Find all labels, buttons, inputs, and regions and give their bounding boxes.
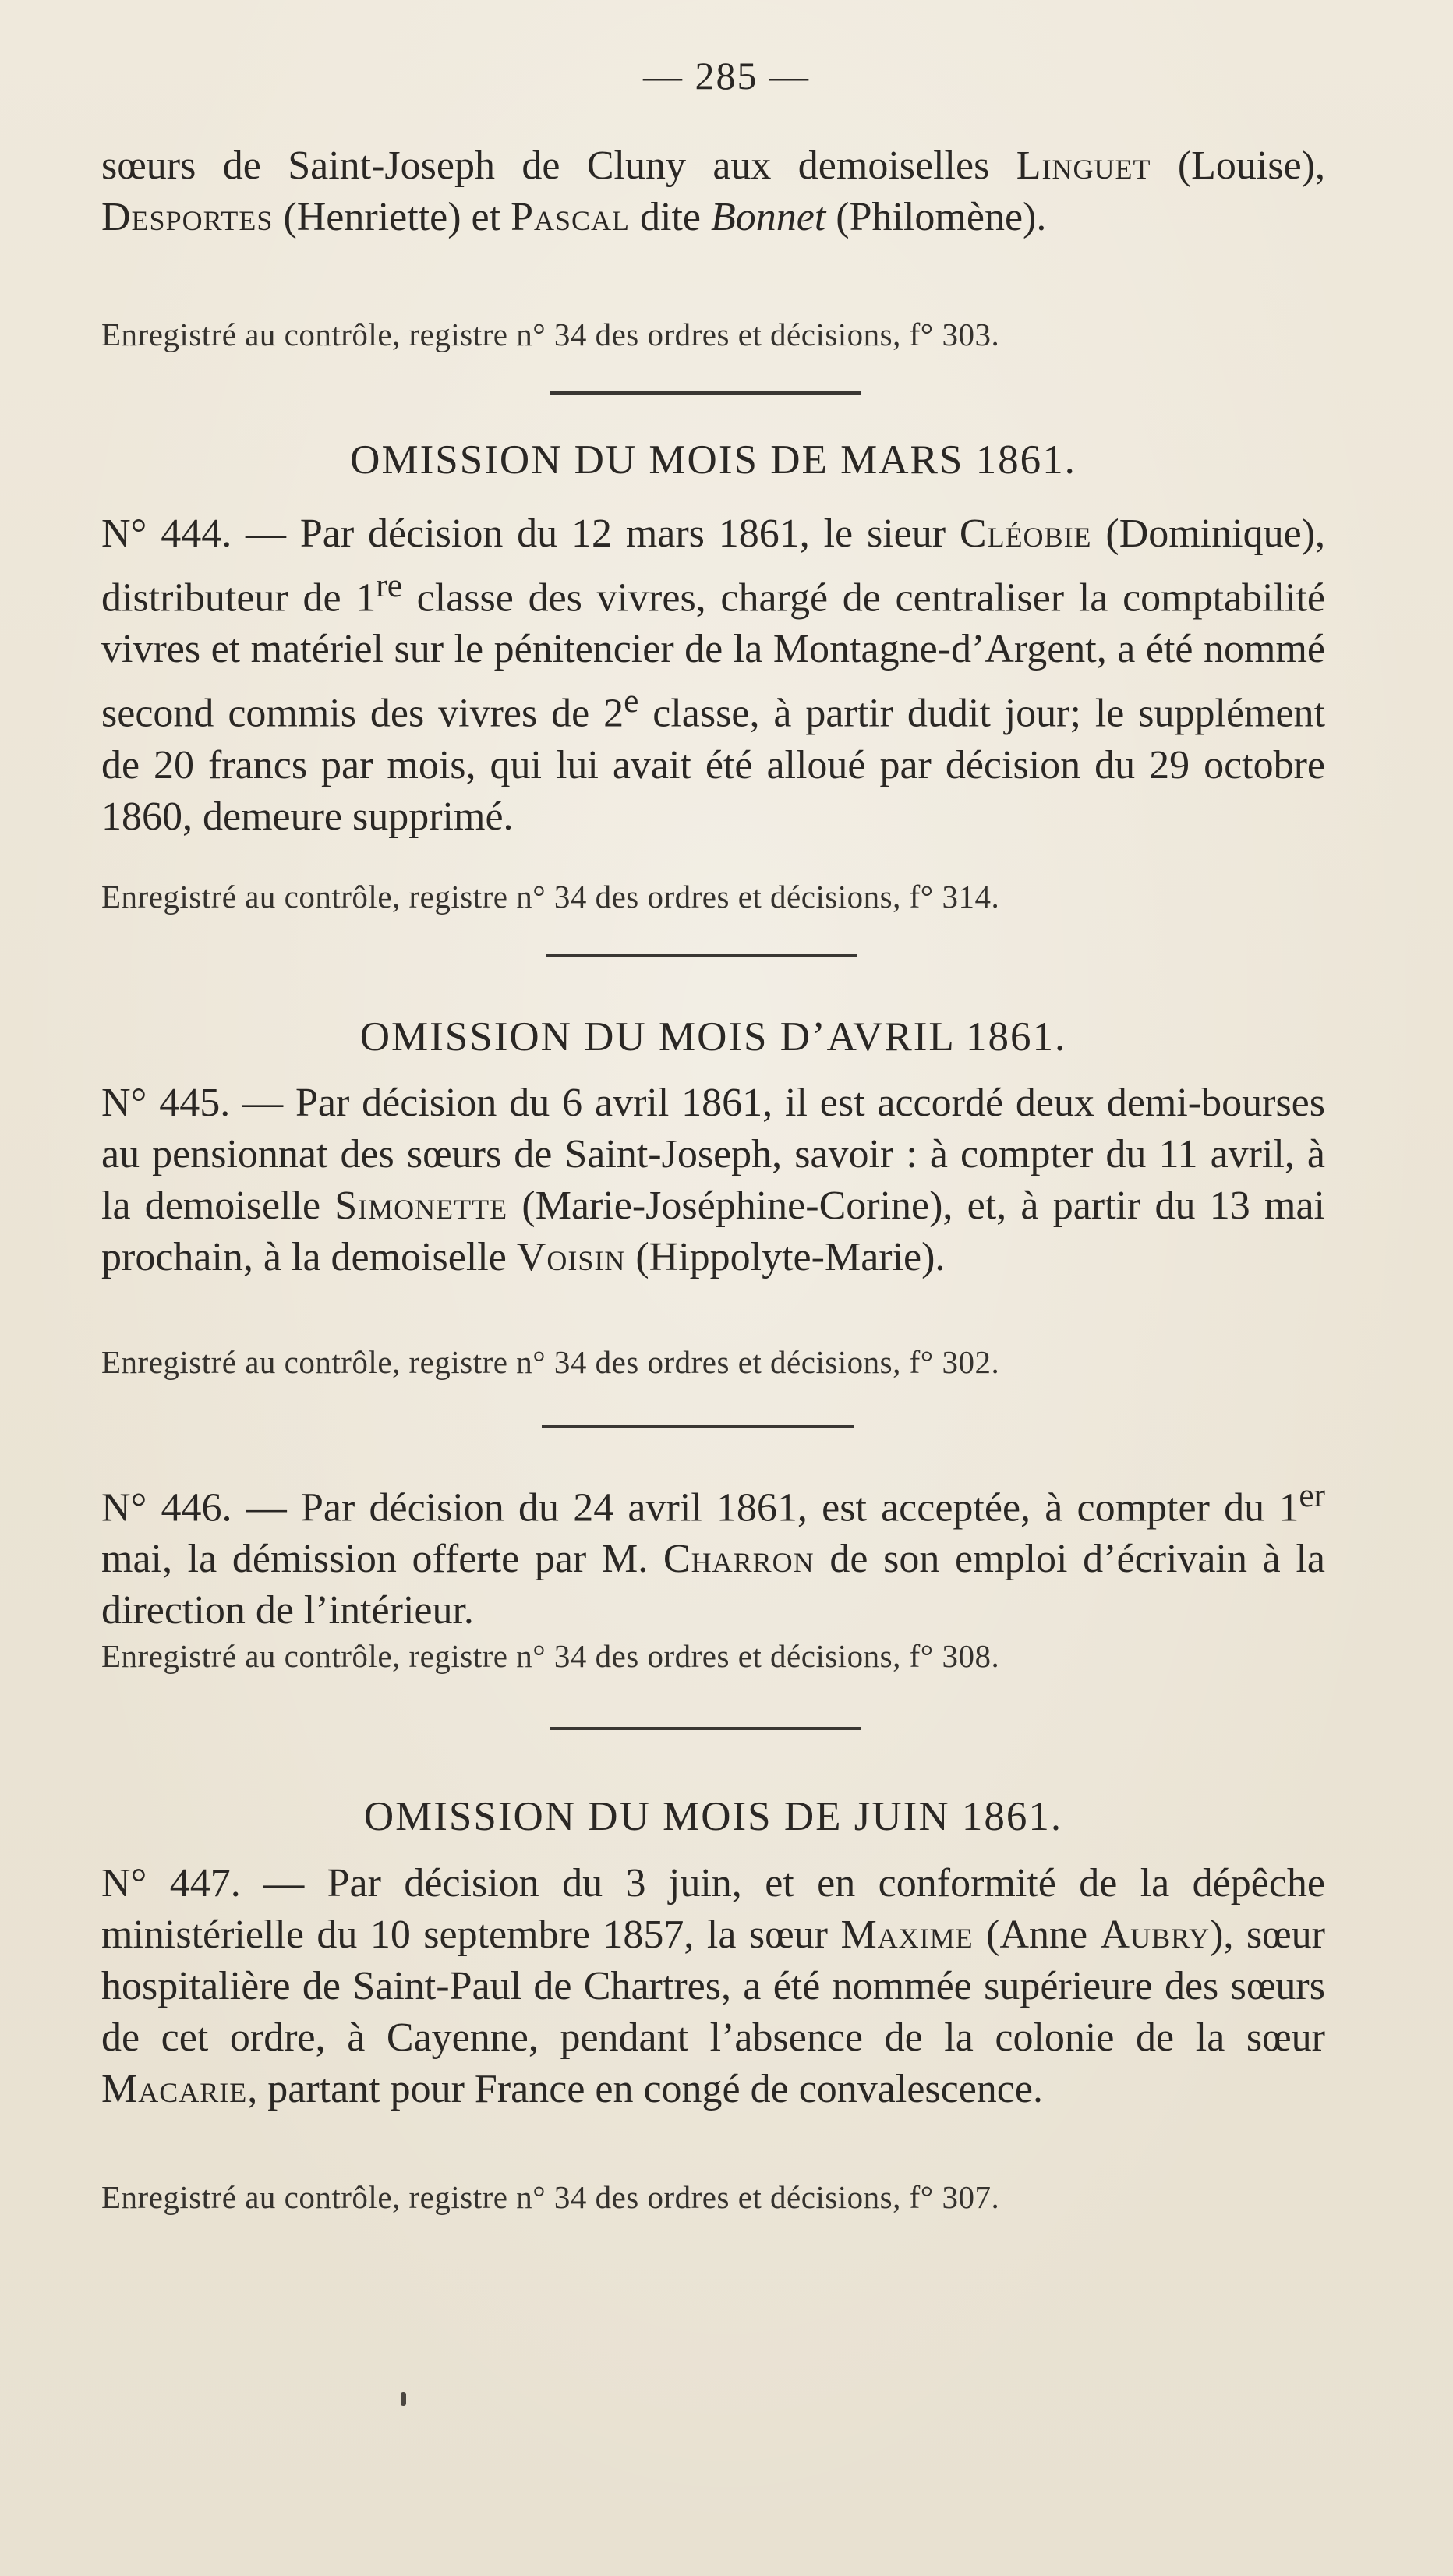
- entry-number: N° 446.: [101, 1485, 232, 1530]
- entry-445: N° 445. — Par décision du 6 avril 1861, il est accordé deux demi-bourses au pensionnat des sœurs de Saint-Joseph, savoir : à compter du 11 avril, à la demoiselle Simonette (Marie-Joséphine-Corine), et, à partir du 13 mai prochain, à la demoiselle Voisin (Hippolyte-Marie).: [101, 1081, 1325, 1279]
- entry-divider: [542, 1425, 854, 1428]
- registration-note: Enregistré au contrôle, registre n° 34 des ordres et décisions, f° 302.: [101, 1344, 1000, 1380]
- section-divider: [550, 391, 861, 395]
- registration-note: Enregistré au contrôle, registre n° 34 des ordres et décisions, f° 307.: [101, 2179, 1000, 2215]
- person-name: Cléobie: [959, 511, 1092, 556]
- section-divider: [546, 954, 857, 957]
- continuation-paragraph: sœurs de Saint-Joseph de Cluny aux demoiselles Linguet (Louise), Desportes (Henriette) et Pascal dite Bonnet (Philomène).: [101, 143, 1325, 239]
- registration-note: Enregistré au contrôle, registre n° 34 des ordres et décisions, f° 308.: [101, 1638, 1000, 1674]
- section-heading: OMISSION DU MOIS DE JUIN 1861.: [363, 1794, 1063, 1839]
- registration-note: Enregistré au contrôle, registre n° 34 des ordres et décisions, f° 314.: [101, 879, 1000, 915]
- person-name: Aubry: [1100, 1913, 1211, 1957]
- registration-note: Enregistré au contrôle, registre n° 34 des ordres et décisions, f° 303.: [101, 317, 1000, 352]
- section-divider: [550, 1727, 861, 1730]
- section-heading: OMISSION DU MOIS DE MARS 1861.: [350, 437, 1076, 483]
- entry-444: N° 444. — Par décision du 12 mars 1861, le sieur Cléobie (Dominique), distributeur de 1re classe des vivres, chargé de centraliser la comptabilité vivres et matériel sur le pénitencier de la Montagne-d’Argent, a été nommé second commis des vivres de 2e classe, à partir dudit jour; le supplément de 20 francs par mois, qui lui avait été alloué par décision du 29 octobre 1860, demeure supprimé.: [101, 511, 1326, 839]
- person-name: Pascal: [511, 195, 631, 239]
- person-name: Charron: [663, 1537, 815, 1582]
- entry-446: N° 446. — Par décision du 24 avril 1861, est acceptée, à compter du 1er mai, la démission offerte par M. Charron de son emploi d’écrivain à la direction de l’intérieur.: [101, 1477, 1325, 1633]
- entry-number: N° 447.: [101, 1861, 241, 1905]
- section-heading: OMISSION DU MOIS D’AVRIL 1861.: [359, 1014, 1067, 1060]
- entry-number: N° 445.: [101, 1081, 231, 1125]
- person-name: Linguet: [1016, 143, 1151, 188]
- person-name: Simonette: [334, 1184, 508, 1228]
- entry-447: N° 447. — Par décision du 3 juin, et en conformité de la dépêche ministérielle du 10 septembre 1857, la sœur Maxime (Anne Aubry), sœur hospitalière de Saint-Paul de Chartres, a été nommée supérieure des sœurs de cet ordre, à Cayenne, pendant l’absence de la colonie de la sœur Macarie, partant pour France en congé de convalescence.: [101, 1861, 1326, 2111]
- person-name: Desportes: [101, 195, 274, 239]
- person-name: Maxime: [840, 1913, 974, 1957]
- entry-number: N° 444.: [101, 511, 232, 556]
- person-name: Macarie: [101, 2067, 248, 2111]
- page-number: — 285 —: [643, 54, 810, 97]
- alias-name: Bonnet: [711, 195, 826, 239]
- ink-speck: [401, 2392, 406, 2406]
- person-name: Voisin: [516, 1235, 626, 1279]
